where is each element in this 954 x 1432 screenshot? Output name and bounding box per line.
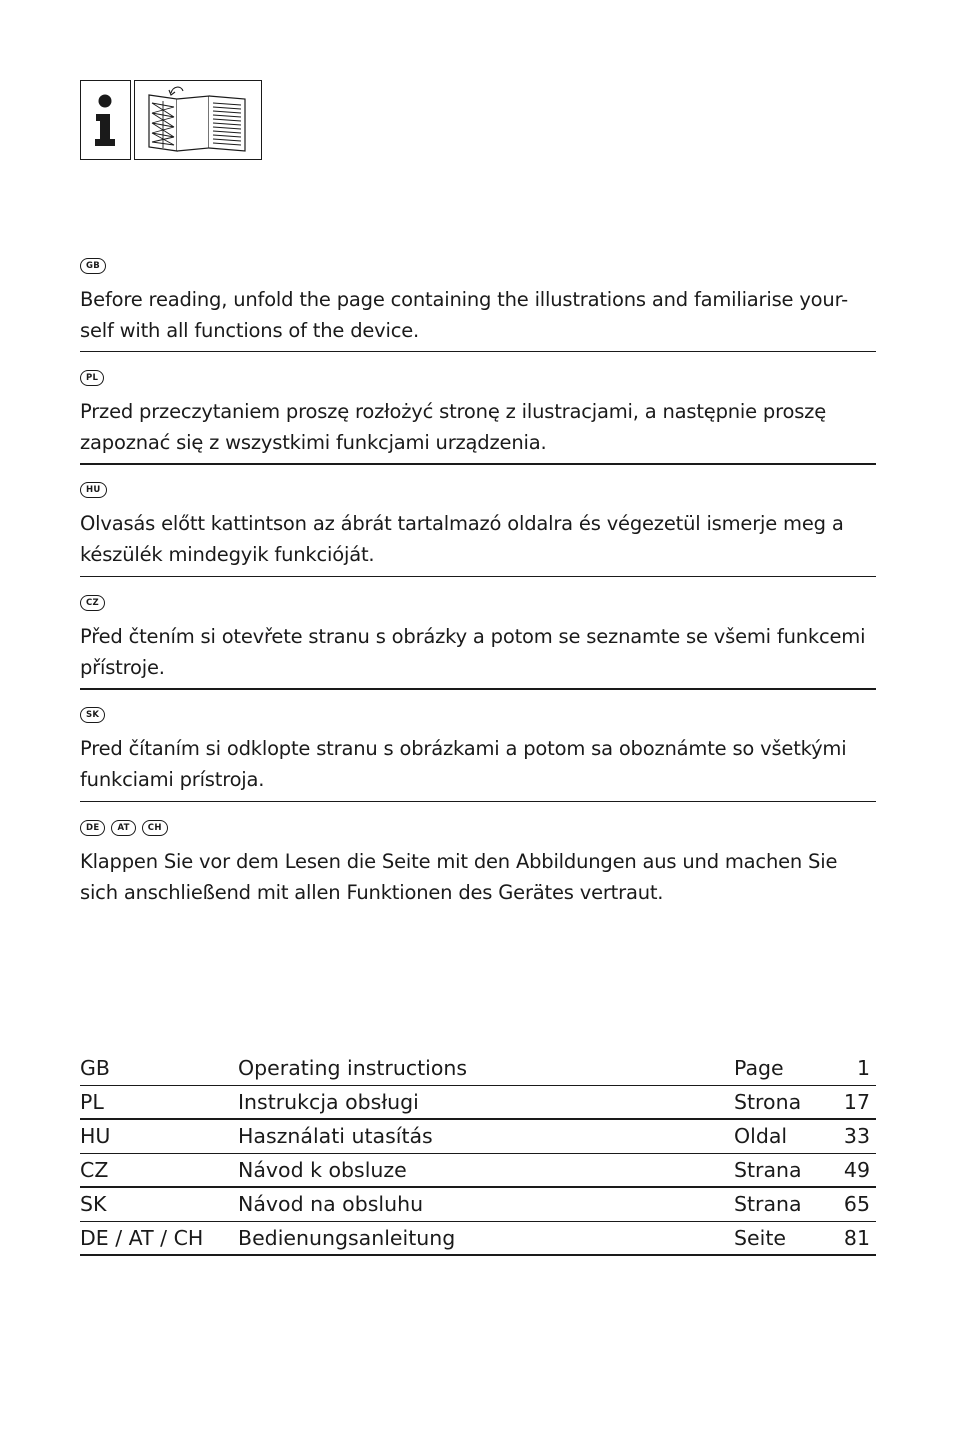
toc-page-word: Strana [734,1153,814,1187]
toc-page-number: 1 [814,1052,876,1085]
section-text [80,285,876,346]
section-text-line: Before reading, unfold the page containing the illustrations and familiarise your- [80,288,848,311]
language-badges [80,593,876,613]
toc-title: Instrukcja obsługi [238,1085,734,1119]
language-section [80,705,876,795]
toc-title: Operating instructions [238,1052,734,1085]
language-section [80,593,876,683]
toc-page-number: 81 [814,1221,876,1255]
language-badge: DE [80,820,105,836]
section-text-line: zapoznać się z wszystkimi funkcjami urządzenia. [80,430,547,454]
language-badges [80,705,876,725]
table-of-contents [80,1052,876,1256]
toc-page-number: 49 [814,1153,876,1187]
section-divider [80,351,876,352]
language-badge: AT [111,820,135,836]
toc-page-word: Strana [734,1187,814,1221]
section-text-line: funkciami prístroja. [80,767,265,791]
toc-language-code: GB [80,1052,238,1085]
section-text-line: Pred čítaním si odklopte stranu s obrázkami a potom sa oboznámte so všetkými [80,737,847,760]
section-divider [80,576,876,577]
toc-language-code: CZ [80,1153,238,1187]
toc-title: Bedienungsanleitung [238,1221,734,1255]
section-text-line: self with all functions of the device. [80,318,420,342]
section-text-line: készülék mindegyik funkcióját. [80,542,375,566]
toc-page-number: 65 [814,1187,876,1221]
language-section [80,368,876,458]
section-text [80,509,876,570]
section-text-line: sich anschließend mit allen Funktionen des Gerätes vertraut. [80,880,664,904]
toc-title: Návod na obsluhu [238,1187,734,1221]
table-row [80,1221,876,1255]
language-badges [80,256,876,276]
language-badge: PL [80,370,104,386]
language-badge: GB [80,258,106,274]
language-badges [80,818,876,838]
language-section [80,818,876,908]
language-badges [80,480,876,500]
language-badge: CH [142,820,168,836]
section-text-line: Przed przeczytaniem proszę rozłożyć stronę z ilustracjami, a następnie proszę [80,400,827,423]
language-section [80,480,876,570]
language-badge: CZ [80,595,105,611]
unfold-page-icon [134,80,262,160]
table-row [80,1187,876,1221]
toc-language-code: PL [80,1085,238,1119]
section-text-line: Před čtením si otevřete stranu s obrázky a potom se seznamte se všemi funkcemi [80,625,866,648]
table-row [80,1085,876,1119]
section-text-line: přístroje. [80,655,165,679]
info-icon [80,80,131,160]
toc-title: Návod k obsluze [238,1153,734,1187]
table-row [80,1119,876,1153]
toc-page-word: Seite [734,1221,814,1255]
language-badge: SK [80,707,105,723]
section-text [80,847,876,908]
toc-page-word: Page [734,1052,814,1085]
section-text-line: Klappen Sie vor dem Lesen die Seite mit den Abbildungen aus und machen Sie [80,850,838,873]
table-row [80,1052,876,1085]
toc-page-number: 17 [814,1085,876,1119]
section-divider [80,801,876,802]
toc-language-code: SK [80,1187,238,1221]
section-text-line: Olvasás előtt kattintson az ábrát tartalmazó oldalra és végezetül ismerje meg a [80,512,844,535]
section-text [80,397,876,458]
toc-language-code: DE / AT / CH [80,1221,238,1255]
toc-page-number: 33 [814,1119,876,1153]
language-badge: HU [80,482,107,498]
toc-page-word: Strona [734,1085,814,1119]
language-section [80,256,876,346]
table-row [80,1153,876,1187]
section-text [80,622,876,683]
language-badges [80,368,876,388]
section-divider [80,463,876,465]
toc-language-code: HU [80,1119,238,1153]
toc-page-word: Oldal [734,1119,814,1153]
toc-title: Használati utasítás [238,1119,734,1153]
section-divider [80,688,876,690]
section-text [80,734,876,795]
